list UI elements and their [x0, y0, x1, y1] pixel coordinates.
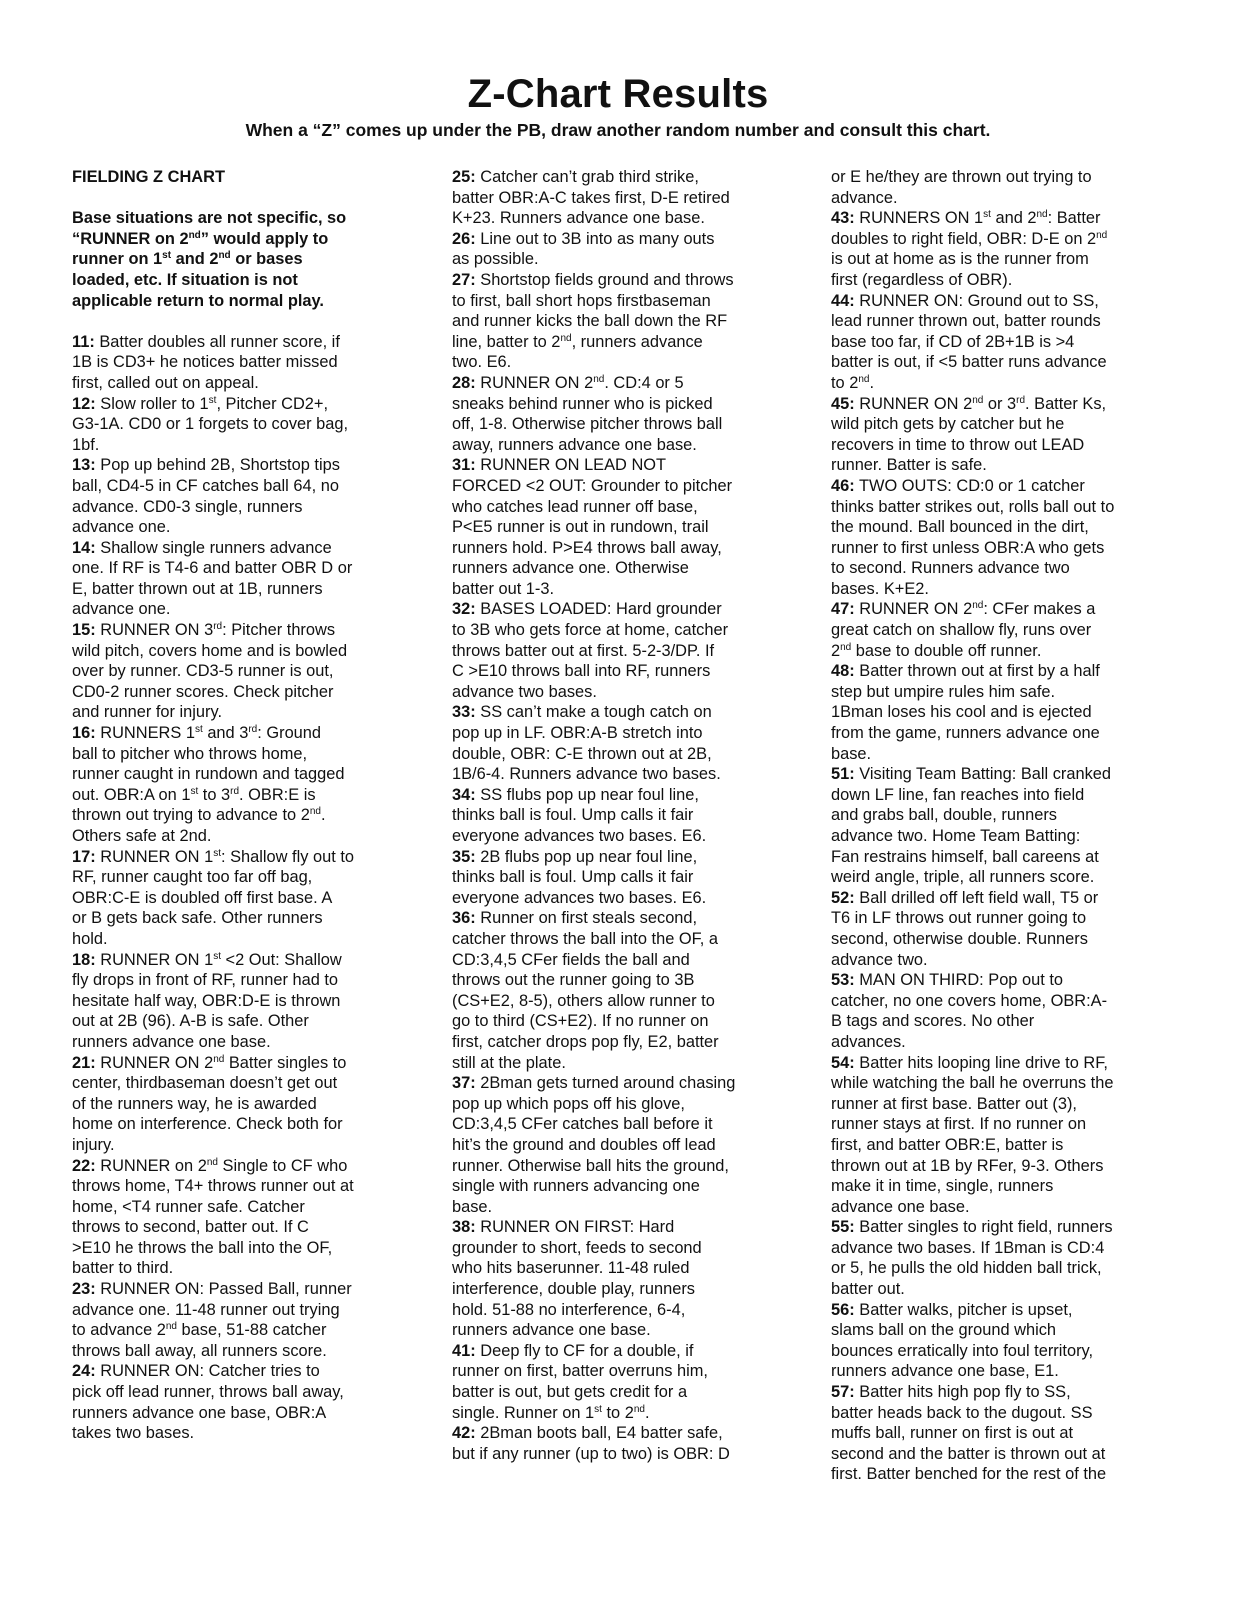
entry-number: 51:	[831, 765, 855, 784]
chart-entry	[831, 1217, 1161, 1299]
chart-entry	[831, 394, 1161, 476]
entry-text: RUNNERS 1st and 3rd: Ground ball to pitcher who throws home, runner caught in rundown and tagged out. OBR:A on 1st to 3rd. OBR:E is thrown out trying to advance to 2nd. Others safe at 2nd.	[72, 724, 345, 845]
entry-number: 32:	[452, 600, 476, 619]
chart-entry	[72, 723, 394, 847]
entry-number: 21:	[72, 1053, 96, 1072]
entry-text: Runner on first steals second, catcher throws the ball into the OF, a CD:3,4,5 CFer fields the ball and throws out the runner going to 3B (CS+E2, 8-5), others allow runner to go to third (CS+E2). If no runner on first, catcher drops pop fly, E2, batter still at the plate.	[452, 909, 719, 1072]
entry-text: Line out to 3B into as many outs as possible.	[452, 229, 715, 269]
chart-entry	[831, 1300, 1161, 1382]
chart-entry	[72, 538, 394, 620]
chart-entry	[72, 455, 394, 537]
entry-number: 54:	[831, 1053, 855, 1072]
entry-text: Batter hits looping line drive to RF, while watching the ball he overruns the runner at first base. Batter out (3), runner stays at first. If no runner on first, and batter OBR:E, batter is thrown out at 1B by RFer, 9-3. Others make it in time, single, runners advance one base.	[831, 1053, 1114, 1216]
chart-entry	[452, 1073, 782, 1217]
entry-number: 52:	[831, 888, 855, 907]
entry-text: RUNNER ON FIRST: Hard grounder to short, feeds to second who hits baserunner. 11-48 ruled interference, double play, runners hold. 51-88 no interference, 6-4, runners advance one base.	[452, 1218, 702, 1340]
entry-number: 18:	[72, 950, 96, 969]
entry-number: 46:	[831, 476, 855, 495]
entry-text: or E he/they are thrown out trying to advance.	[831, 168, 1092, 207]
entry-text: RUNNER ON 3rd: Pitcher throws wild pitch, covers home and is bowled over by runner. CD3-5 runner is out, CD0-2 runner scores. Check pitcher and runner for injury.	[72, 621, 348, 722]
entry-number: 53:	[831, 971, 855, 990]
entry-text: RUNNER ON 2nd. CD:4 or 5 sneaks behind runner who is picked off, 1-8. Otherwise pitcher throws ball away, runners advance one base.	[452, 373, 723, 454]
entry-text: Batter doubles all runner score, if 1B is CD3+ he notices batter missed first, called out on appeal.	[72, 332, 340, 392]
entry-number: 57:	[831, 1383, 855, 1402]
entry-text: Shortstop fields ground and throws to first, ball short hops firstbaseman and runner kicks the ball down the RF line, batter to 2nd, runners advance two. E6.	[452, 270, 734, 372]
entry-number: 26:	[452, 229, 476, 248]
chart-entry	[72, 1361, 394, 1443]
chart-entry	[831, 888, 1161, 970]
entry-text: RUNNER ON 2nd Batter singles to center, thirdbaseman doesn’t get out of the runners way, he is awarded home on interference. Check both for injury.	[72, 1053, 347, 1154]
chart-entry	[452, 373, 782, 455]
entry-number: 56:	[831, 1300, 855, 1319]
entry-text: Pop up behind 2B, Shortstop tips ball, CD4-5 in CF catches ball 64, no advance. CD0-3 single, runners advance one.	[72, 456, 340, 537]
column-3	[831, 167, 1161, 1485]
entry-number: 17:	[72, 847, 96, 866]
entry-list	[831, 167, 1161, 1485]
entry-text: Ball drilled off left field wall, T5 or T6 in LF throws out runner going to second, otherwise double. Runners advance two.	[831, 888, 1099, 969]
chart-entry	[452, 270, 782, 373]
chart-entry	[452, 1423, 782, 1464]
entry-text: 2Bman gets turned around chasing pop up which pops off his glove, CD:3,4,5 CFer catches ball before it hit’s the ground and doubles off lead runner. Otherwise ball hits the ground, single with runners advancing one base.	[452, 1074, 736, 1216]
chart-entry	[831, 291, 1161, 394]
entry-text: RUNNER ON: Ground out to SS, lead runner thrown out, batter rounds base too far, if CD of 2B+1B is >4 batter is out, if <5 batter runs advance to 2nd.	[831, 291, 1107, 392]
entry-text: 2B flubs pop up near foul line, thinks ball is foul. Ump calls it fair everyone advances two bases. E6.	[452, 847, 707, 907]
entry-text: RUNNERS ON 1st and 2nd: Batter doubles to right field, OBR: D-E on 2nd is out at home as is the runner from first (regardless of OBR).	[831, 209, 1108, 289]
entry-number: 55:	[831, 1218, 855, 1237]
chart-entry	[452, 229, 782, 270]
entry-number: 34:	[452, 785, 476, 804]
entry-number: 22:	[72, 1156, 96, 1175]
column-2	[452, 167, 782, 1464]
chart-entry	[72, 1053, 394, 1156]
chart-entry	[452, 1217, 782, 1341]
chart-entry	[72, 332, 394, 394]
entry-text: Batter singles to right field, runners advance two bases. If 1Bman is CD:4 or 5, he pulls the old hidden ball trick, batter out.	[831, 1218, 1113, 1299]
entry-number: 47:	[831, 600, 855, 619]
entry-number: 13:	[72, 456, 96, 475]
entry-number: 16:	[72, 724, 96, 743]
entry-text: Deep fly to CF for a double, if runner on first, batter overruns him, batter is out, but gets credit for a single. Runner on 1st to 2nd.	[452, 1341, 708, 1422]
chart-entry	[452, 785, 782, 847]
chart-entry	[831, 764, 1161, 888]
column-1	[72, 167, 394, 1444]
chart-entry	[831, 1382, 1161, 1485]
entry-number: 33:	[452, 703, 476, 722]
entry-text: SS flubs pop up near foul line, thinks ball is foul. Ump calls it fair everyone advances two bases. E6.	[452, 785, 707, 845]
section-heading: FIELDING Z CHART	[72, 168, 225, 186]
entry-text: RUNNER ON LEAD NOT FORCED <2 OUT: Grounder to pitcher who catches lead runner off base, P<E5 runner is out in rundown, trail runners hold. P>E4 throws ball away, runners advance one. Otherwise batter out 1-3.	[452, 456, 733, 598]
entry-text: RUNNER on 2nd Single to CF who throws home, T4+ throws runner out at home, <T4 runner safe. Catcher throws to second, batter out. If C >E10 he throws the ball into the OF, batter to third.	[72, 1156, 354, 1278]
chart-entry	[831, 1053, 1161, 1218]
chart-entry	[72, 1156, 394, 1280]
chart-entry	[72, 394, 394, 456]
entry-text: RUNNER ON: Passed Ball, runner advance one. 11-48 runner out trying to advance 2nd base, 51-88 catcher throws ball away, all runners score.	[72, 1280, 352, 1360]
entry-number: 35:	[452, 847, 476, 866]
page-title: Z-Chart Results	[467, 72, 769, 116]
entry-number: 45:	[831, 394, 855, 413]
entry-number: 48:	[831, 662, 855, 681]
entry-text: Catcher can’t grab third strike, batter OBR:A-C takes first, D-E retired K+23. Runners advance one base.	[452, 168, 730, 228]
chart-entry	[831, 970, 1161, 1052]
chart-entry	[452, 908, 782, 1073]
chart-entry	[452, 847, 782, 909]
entry-number: 27:	[452, 270, 476, 289]
entry-text: Batter thrown out at first by a half step but umpire rules him safe. 1Bman loses his cool and is ejected from the game, runners advance one base.	[831, 662, 1100, 763]
chart-entry	[831, 167, 1161, 208]
entry-number: 24:	[72, 1362, 96, 1381]
entry-text: Batter hits high pop fly to SS, batter heads back to the dugout. SS muffs ball, runner on first is out at second and the batter is thrown out at first. Batter benched for the rest of the	[831, 1383, 1107, 1484]
entry-text: Shallow single runners advance one. If RF is T4-6 and batter OBR D or E, batter thrown out at 1B, runners advance one.	[72, 538, 353, 619]
entry-number: 42:	[452, 1424, 476, 1443]
chart-entry	[72, 847, 394, 950]
entry-number: 36:	[452, 909, 476, 928]
entry-number: 15:	[72, 621, 96, 640]
entry-number: 38:	[452, 1218, 476, 1237]
entry-text: RUNNER ON 1st: Shallow fly out to RF, runner caught too far off bag, OBR:C-E is doubled off first base. A or B gets back safe. Other runners hold.	[72, 847, 354, 948]
chart-entry	[831, 661, 1161, 764]
chart-entry	[452, 167, 782, 229]
entry-number: 23:	[72, 1280, 96, 1299]
entry-number: 25:	[452, 168, 476, 186]
chart-entry	[72, 1279, 394, 1361]
entry-text: 2Bman boots ball, E4 batter safe, but if any runner (up to two) is OBR: D	[452, 1424, 730, 1463]
chart-entry	[452, 1341, 782, 1423]
entry-number: 11:	[72, 332, 95, 351]
entry-text: RUNNER ON 1st <2 Out: Shallow fly drops in front of RF, runner had to hesitate half way, OBR:D-E is thrown out at 2B (96). A-B is safe. Other runners advance one base.	[72, 950, 342, 1051]
entry-text: SS can’t make a tough catch on pop up in LF. OBR:A-B stretch into double, OBR: C-E thrown out at 2B, 1B/6-4. Runners advance two bases.	[452, 703, 721, 784]
chart-entry	[831, 599, 1161, 661]
entry-number: 31:	[452, 456, 476, 475]
chart-entry	[831, 208, 1161, 290]
entry-text: BASES LOADED: Hard grounder to 3B who gets force at home, catcher throws batter out at first. 5-2-3/DP. If C >E10 throws ball into RF, runners advance two bases.	[452, 600, 729, 701]
entry-number: 41:	[452, 1341, 476, 1360]
entry-number: 37:	[452, 1074, 476, 1093]
entry-text: RUNNER ON 2nd: CFer makes a great catch on shallow fly, runs over 2nd base to double off runner.	[831, 600, 1096, 660]
chart-entry	[831, 476, 1161, 600]
entry-number: 14:	[72, 538, 96, 557]
chart-entry	[72, 950, 394, 1053]
entry-text: MAN ON THIRD: Pop out to catcher, no one covers home, OBR:A- B tags and scores. No other advances.	[831, 971, 1108, 1051]
entry-text: Visiting Team Batting: Ball cranked down LF line, fan reaches into field and grabs ball, double, runners advance two. Home Team Batting: Fan restrains himself, ball careens at weird angle, triple, all runners score.	[831, 765, 1112, 887]
entry-text: Slow roller to 1st, Pitcher CD2+, G3-1A. CD0 or 1 forgets to cover bag, 1bf.	[72, 394, 349, 454]
situation-note: Base situations are not specific, so “RUNNER on 2nd” would apply to runner on 1st and 2nd or bases loaded, etc. If situation is not applicable return to normal play.	[72, 209, 347, 310]
entry-number: 28:	[452, 373, 476, 392]
entry-number: 44:	[831, 291, 855, 310]
chart-entry	[72, 620, 394, 723]
chart-entry	[452, 702, 782, 784]
entry-text: RUNNER ON 2nd or 3rd. Batter Ks, wild pitch gets by catcher but he recovers in time to throw out LEAD runner. Batter is safe.	[831, 394, 1107, 475]
chart-entry	[452, 455, 782, 599]
entry-text: Batter walks, pitcher is upset, slams ball on the ground which bounces erratically into foul territory, runners advance one base, E1.	[831, 1300, 1094, 1381]
entry-text: TWO OUTS: CD:0 or 1 catcher thinks batter strikes out, rolls ball out to the mound. Ball bounced in the dirt, runner to first unless OBR:A who gets to second. Runners advance two bases. K+E2.	[831, 476, 1115, 598]
page-subtitle: When a “Z” comes up under the PB, draw another random number and consult this chart.	[245, 120, 991, 140]
chart-entry	[452, 599, 782, 702]
entry-text: RUNNER ON: Catcher tries to pick off lead runner, throws ball away, runners advance one base, OBR:A takes two bases.	[72, 1362, 344, 1443]
entry-list	[452, 167, 782, 1464]
entry-number: 12:	[72, 394, 96, 413]
entry-list	[72, 332, 394, 1444]
entry-number: 43:	[831, 209, 855, 228]
